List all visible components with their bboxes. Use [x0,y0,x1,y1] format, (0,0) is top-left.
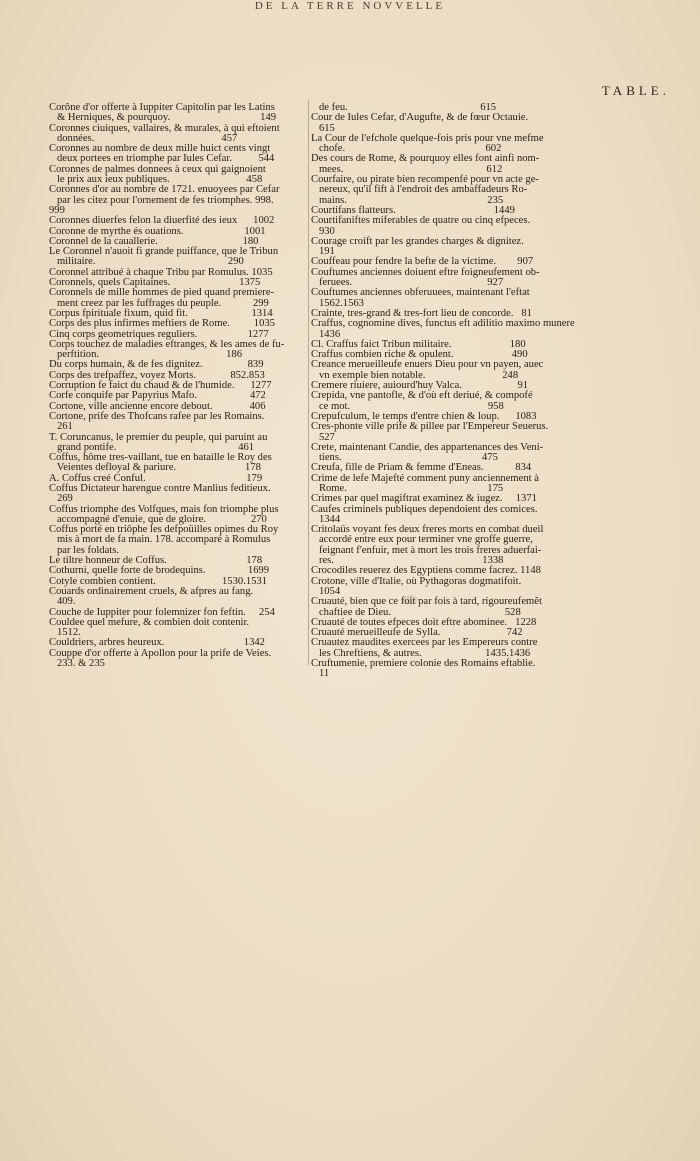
index-line: 409. [49,596,76,608]
index-line: Crepufculum, le temps d'entre chien & loup. 1083 [311,410,537,422]
index-line: Cremere riuiere, auiourd'huy Valca. 91 [311,380,529,392]
index-line: 527 [311,431,335,443]
index-line: 1562.1563 [311,297,364,309]
index-line: feignant f'enfuir, met à mort les trois freres aduerfai- [311,544,542,556]
index-line: 615 [311,122,335,134]
index-line: chaftiee de Dieu. 528 [311,606,521,618]
index-line: Cruftumenie, premiere colonie des Romains eftablie. [311,658,536,670]
index-line: Courtifans flatteurs. 1449 [311,204,515,216]
index-line: Couppe d'or offerte à Apollon pour la prife de Veies. [49,647,272,659]
index-line: Couldriers, arbres heureux. 1342 [49,637,265,649]
index-line: données. 457 [49,132,238,144]
index-line: ment creez par les fuffrages du peuple. 299 [49,297,269,309]
index-line: Coronnes au nombre de deux mille huict cents vingt [49,143,271,155]
index-line: Courfaire, ou pirate bien recompenfé pour vn acte ge- [311,174,539,186]
index-line: Cour de Iules Cefar, d'Augufte, & de fœur Octauie. [311,112,529,124]
index-line: Crime de lefe Majefté comment puny anciennement à [311,472,539,484]
index-line: Coronnels, quels Capitaines. 1375 [49,277,261,289]
index-line: Cortone, ville ancienne encore debout. 406 [49,400,266,412]
index-line: Couards ordinairement cruels, & afpres au fang. [49,585,254,597]
index-line: Coronnes ciuiques, vallaires, & murales, à qui eftoient [49,122,280,134]
index-line: Coffus, hôme tres-vaillant, tue en bataille le Roy des [49,452,272,464]
index-line: 1344 [311,513,341,525]
index-line: Creufa, fille de Priam & femme d'Eneas. 834 [311,462,532,474]
index-line: res. 1338 [311,555,504,567]
index-line: Coronnel de la cauallerie. 180 [49,235,259,247]
index-line: 1054 [311,585,341,597]
index-line: Corfe conquife par Papyrius Mafo. 472 [49,390,266,402]
index-line: 11 [311,668,330,680]
index-line: Crainte, tres-grand & tres-fort lieu de concorde. 81 [311,307,532,319]
index-line: Coffus triomphe des Volfques, mais fon triomphe plus [49,503,279,515]
index-line: Couftumes anciennes doiuent eftre foigneufement ob- [311,266,540,278]
index-line: Cruauté de toutes efpeces doit eftre abominee. 1228 [311,616,537,628]
index-line: de feu. 615 [311,102,497,113]
index-line: Coffus Dictateur harengue contre Manlius feditieux. [49,482,271,494]
index-line: Le Coronnel n'auoit fi grande puiffance, que le Tribun [49,246,279,258]
index-line: Du corps humain, & de fes dignitez. 839 [49,359,264,371]
index-line: & Herniques, & pourquoy. 149 [49,112,277,124]
index-line: Crotone, ville d'Italie, où Pythagoras dogmatifoit. [311,575,522,587]
index-column-left [49,103,307,669]
index-line: Couffeau pour fendre la befte de la victime. 907 [311,256,534,268]
index-line: Cortone, prife des Thofcans rafee par les Romains. [49,410,265,422]
index-line: 1512. [49,627,81,639]
index-line: Corpus fpirituale fixum, quid fit. 1314 [49,307,273,319]
index-line: 191 [311,246,335,258]
index-line: La Cour de l'efchole quelque-fois pris pour vne mefme [311,132,544,144]
index-line: ce mot. 958 [311,400,504,412]
index-line: Courage croift par les grandes charges & dignitez. [311,235,524,247]
index-line: par les foldats. [49,544,120,556]
index-line: Craffus, cognomine dives, functus eft adilitio maximo munere [311,318,575,330]
index-line: A. Coffus creé Conful. 179 [49,472,263,484]
index-line: nereux, qu'il fift à l'endroit des ambaffadeurs Ro- [311,184,528,196]
index-line: Coronnes de palmes donnees à ceux qui gaignoient [49,163,266,175]
index-line: mees. 612 [311,163,503,175]
index-line: Corps des trefpaffez, voyez Morts. 852.853 [49,369,265,381]
page-top-header: DE LA TERRE NOVVELLE [254,0,446,12]
index-line: Coronnel attribué à chaque Tribu par Romulus. 1035 [49,266,273,278]
index-line: perftition. 186 [49,349,243,361]
index-line: les Chreftiens, & autres. 1435.1436 [311,647,531,659]
index-line: Cinq corps geometriques reguliers. 1277 [49,328,269,340]
index-line: grand pontife. 461 [49,441,255,453]
index-line: mis à mort de fa main. 178. accomparé à Romulus [49,534,271,546]
index-column-right [311,102,575,680]
index-line: militaire. 290 [49,256,244,268]
index-line: Cruauté merueilleufe de Sylla. 742 [311,627,523,639]
index-line: Cotyle combien contient. 1530.1531 [49,575,268,587]
index-line: Courtifaniftes miferables de quatre ou cinq efpeces. [311,215,531,227]
index-line: Rome. 175 [311,482,504,494]
index-line: T. Coruncanus, le premier du peuple, qui paruint au [49,431,268,443]
index-line: Couftumes anciennes obferuuees, maintenant l'eftat [311,287,530,299]
index-line: Des cours de Rome, & pourquoy elles font ainfi nom- [311,153,540,165]
index-line: Crete, maintenant Candie, des appartenances des Veni- [311,441,544,453]
index-line: deux portees en triomphe par Iules Cefar. 544 [49,153,275,165]
index-line: accordé entre eux pour terminer vne groffe guerre, [311,534,533,546]
index-line: Cl. Craffus faict Tribun militaire. 180 [311,338,526,350]
index-line: Coronnes diuerfes felon la diuerfité des ieux 1002 [49,215,275,227]
index-line: Cothurni, quelle forte de brodequins. 1699 [49,565,270,577]
index-line: feruees. 927 [311,277,504,289]
index-line: Crimes par quel magiftrat examinez & iugez. 1371 [311,493,537,505]
index-line: 930 [311,225,335,237]
index-line: Cruauté, bien que ce foit par fois à tard, rigoureufemẽt [311,596,542,608]
index-line: Coronnes d'or au nombre de 1721. enuoyees par Cefar [49,184,280,196]
index-line: Cres-phonte ville prife & pillee par l'Empereur Seuerus. [311,421,549,433]
index-line: 1436 [311,328,341,340]
index-line: Coronnels de mille hommes de pied quand premiere- [49,287,275,299]
index-line: Craffus combien riche & opulent. 490 [311,349,528,361]
index-line: vn exemple bien notable. 248 [311,369,519,381]
index-line: 269 [49,493,73,505]
index-line: accompagné d'enuie, que de gloire. 270 [49,513,267,525]
index-line: le prix aux ieux publiques. 458 [49,174,263,186]
index-line: Couche de Iuppiter pour folemnizer fon feftin. 254 [49,606,275,618]
index-line: mains. 235 [311,194,504,206]
index-line: Critolaüs voyant fes deux freres morts en combat dueil [311,524,544,536]
index-line: par les citez pour l'ornement de fes triomphes. 998. [49,194,274,206]
index-line: Veientes defloyal & pariure. 178 [49,462,261,474]
running-head: TABLE. [601,83,670,98]
index-line: Crepida, vne pantofle, & d'où eft deriué, & compofé [311,390,533,402]
index-line: Corruption fe faict du chaud & de l'humide. 1277 [49,380,272,392]
index-line: Creance merueilleufe enuers Dieu pour vn payen, auec [311,359,544,371]
index-line: Coronne de myrthe és ouations. 1001 [49,225,266,237]
index-line: Corps des plus infirmes meftiers de Rome. 1035 [49,318,275,330]
index-line: 261 [49,421,73,433]
index-line: Coffus porté en triôphe les defpoüilles opimes du Roy [49,524,279,536]
index-line: Corps touchez de maladies eftranges, & les ames de fu- [49,338,285,350]
index-line: tiens. 475 [311,452,498,464]
index-line: chofe. 602 [311,143,502,155]
index-line: Corône d'or offerte à Iuppiter Capitolin par les Latins [49,102,275,113]
index-line: Caufes criminels publiques dependoient des comices. [311,503,538,515]
index-line: 233. & 235 [49,658,105,670]
index-line: Couldee quel mefure, & combien doit contenir. [49,616,250,628]
index-line: Cruautez maudites exercees par les Empereurs contre [311,637,538,649]
column-divider [308,100,309,665]
index-line: Crocodiles reuerez des Egyptiens comme facrez. 1148 [311,565,541,577]
index-line: Le tiltre honneur de Coffus. 178 [49,555,263,567]
index-line: 999 [49,204,65,216]
